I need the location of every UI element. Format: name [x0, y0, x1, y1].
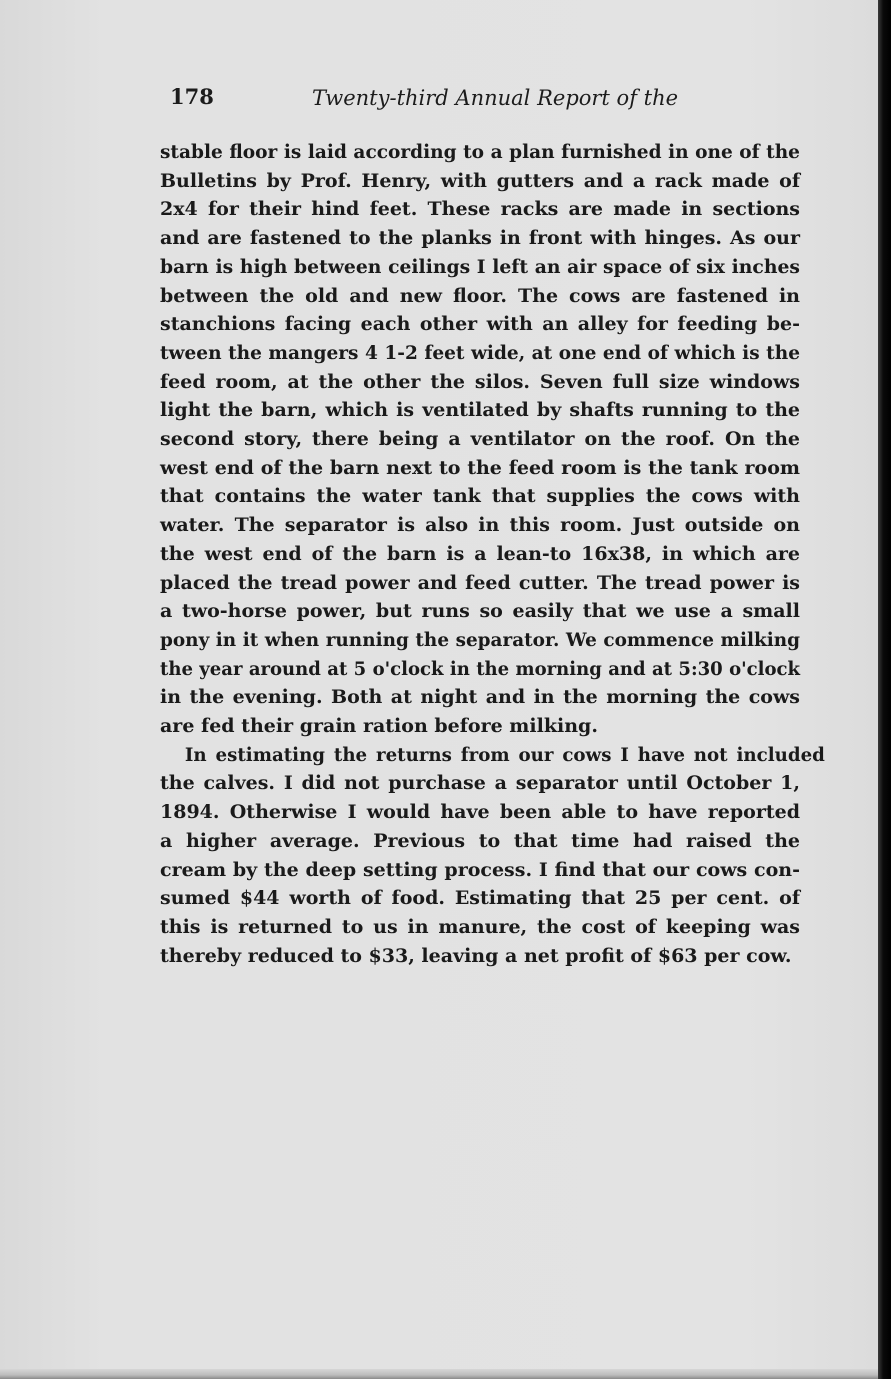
text-line: cream by the deep setting process. I find that our cows con- — [160, 858, 800, 881]
text-line: tween the mangers 4 1-2 feet wide, at one end of which is the — [160, 341, 800, 364]
text-line: stable floor is laid according to a plan furnished in one of the — [160, 141, 800, 163]
page-bottom-edge — [0, 1369, 878, 1379]
scan-right-edge — [878, 0, 891, 1379]
text-line: and are fastened to the planks in front with hinges. As our — [160, 227, 800, 250]
text-line: light the barn, which is ventilated by shafts running to the — [160, 399, 800, 422]
text-line: sumed $44 worth of food. Estimating that 25 per cent. of — [160, 887, 800, 910]
text-line: the year around at 5 o'clock in the morning and at 5:30 o'clock — [160, 657, 800, 680]
text-line: stanchions facing each other with an alley for feeding be- — [160, 313, 800, 336]
text-line: 2x4 for their hind feet. These racks are made in sections — [160, 198, 800, 221]
page-number: 178 — [170, 84, 214, 109]
text-line: placed the tread power and feed cutter. The tread power is — [160, 571, 800, 594]
paragraph-2 — [160, 741, 825, 971]
text-line: the calves. I did not purchase a separator until October 1, — [160, 772, 800, 795]
running-head — [170, 84, 790, 120]
text-line: that contains the water tank that supplies the cows with — [160, 485, 800, 508]
text-line: west end of the barn next to the feed room is the tank room — [160, 456, 800, 479]
text-line: barn is high between ceilings I left an air space of six inches — [160, 255, 800, 278]
text-line: water. The separator is also in this room. Just outside on — [160, 514, 800, 537]
text-line: thereby reduced to $33, leaving a net profit of $63 per cow. — [160, 944, 792, 967]
text-line: the west end of the barn is a lean-to 16x38, in which are — [160, 542, 800, 565]
text-line: pony in it when running the separator. We commence milking — [160, 628, 800, 651]
text-line: in the evening. Both at night and in the morning the cows — [160, 686, 800, 709]
running-title: Twenty-third Annual Report of the — [312, 86, 679, 110]
text-line: are fed their grain ration before milking. — [160, 715, 598, 738]
text-line: between the old and new floor. The cows are fastened in — [160, 284, 800, 307]
text-line: a higher average. Previous to that time had raised the — [160, 829, 800, 852]
text-line: a two-horse power, but runs so easily that we use a small — [160, 600, 800, 623]
text-line: In estimating the returns from our cows I have not included — [184, 743, 825, 766]
paragraph-1 — [160, 138, 800, 741]
text-line: second story, there being a ventilator on the roof. On the — [160, 428, 800, 451]
body-text — [160, 138, 825, 970]
text-line: 1894. Otherwise I would have been able to have reported — [160, 801, 800, 824]
text-line: feed room, at the other the silos. Seven full size windows — [160, 370, 800, 393]
text-line: this is returned to us in manure, the cost of keeping was — [160, 915, 800, 938]
text-line: Bulletins by Prof. Henry, with gutters and a rack made of — [160, 169, 800, 192]
